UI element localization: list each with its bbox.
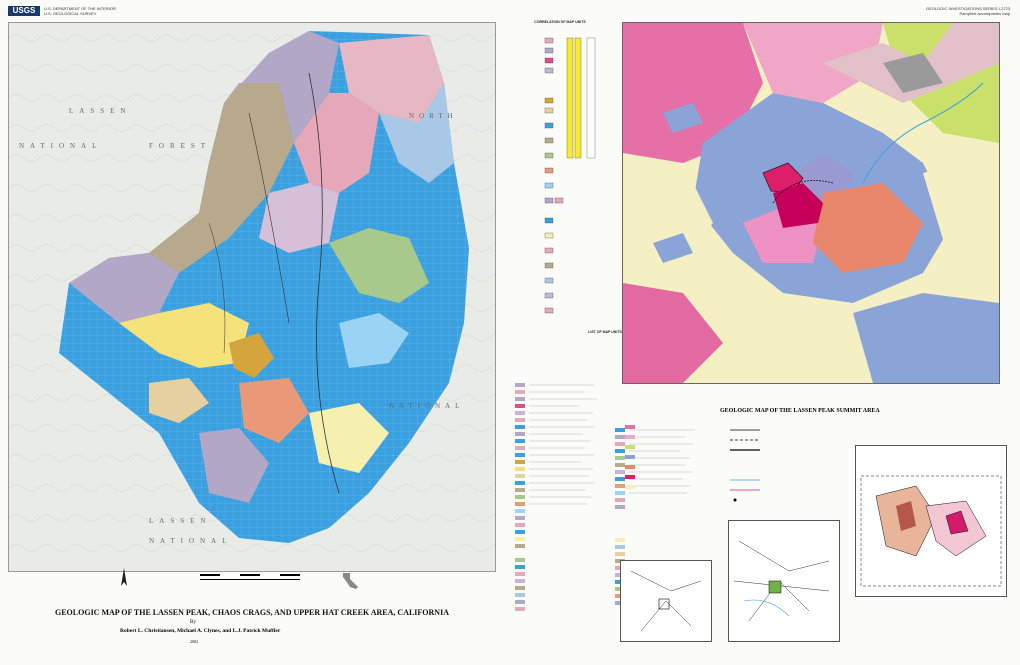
series-line-1: GEOLOGIC INVESTIGATIONS SERIES I-2723: [926, 6, 1010, 11]
north-arrow-icon: [118, 568, 130, 588]
usgs-logo: USGS: [8, 6, 40, 16]
main-geologic-map[interactable]: [8, 22, 496, 572]
series-line-2: Pamphlet accompanies map: [959, 11, 1010, 16]
main-map-title: GEOLOGIC MAP OF THE LASSEN PEAK, CHAOS CRAGS, AND UPPER HAT CREEK AREA, CALIFORNIA: [55, 608, 449, 617]
index-map-graphic: [729, 521, 839, 641]
place-label-national: NATIONAL: [19, 142, 103, 150]
place-label-north: NORTH: [409, 112, 458, 120]
place-label-lassen: LASSEN: [69, 107, 132, 115]
summit-area-map[interactable]: [622, 22, 1000, 384]
agency-line-1: U.S. DEPARTMENT OF THE INTERIOR: [44, 6, 116, 11]
correlation-chart: [505, 20, 615, 330]
main-map-graphic: [9, 23, 495, 571]
summit-map-graphic: [623, 23, 999, 383]
legend-title: LIST OF MAP UNITS: [588, 330, 622, 334]
correlation-graphic: [505, 28, 615, 328]
agency-line-2: U.S. GEOLOGICAL SURVEY: [44, 11, 97, 16]
place-label-forest: FOREST: [149, 142, 212, 150]
california-locator-icon: [340, 572, 360, 590]
location-index-map: [728, 520, 840, 642]
place-label-lassen-south: LASSEN: [149, 517, 212, 525]
place-label-national-south: NATIONAL: [149, 537, 233, 545]
small-locator-map: [620, 560, 712, 642]
by-label: By: [190, 620, 196, 625]
summit-map-title: GEOLOGIC MAP OF THE LASSEN PEAK SUMMIT AREA: [720, 408, 880, 414]
map-symbols-legend: [620, 420, 840, 530]
year: 2002: [190, 639, 198, 644]
place-label-volcanic: NATIONAL: [389, 402, 465, 410]
scale-bar: [200, 572, 320, 584]
small-locator-graphic: [621, 561, 711, 641]
correlation-title: CORRELATION OF MAP UNITS: [534, 20, 586, 24]
sample-location-map: [855, 445, 1007, 597]
authors: Robert L. Christiansen, Michael A. Clynes, and L.J. Patrick Muffler: [120, 628, 281, 634]
sample-map-graphic: [856, 446, 1006, 596]
